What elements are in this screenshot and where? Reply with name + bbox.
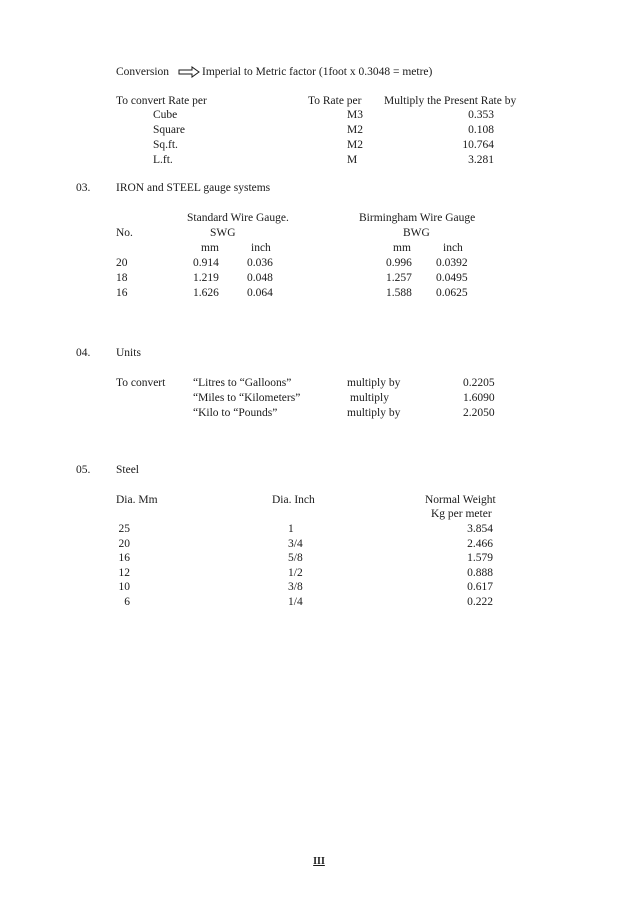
units-factor: 0.2205 — [463, 377, 495, 389]
rate-per-header: To convert Rate per — [116, 95, 207, 107]
conversion-unit: Sq.ft. — [153, 139, 178, 151]
units-op: multiply by — [347, 407, 401, 419]
steel-col-inch: Dia. Inch — [272, 494, 315, 506]
steel-weight: 0.888 — [467, 567, 493, 579]
steel-weight: 2.466 — [467, 538, 493, 550]
section-number: 04. — [76, 347, 91, 359]
steel-inch: 5/8 — [288, 552, 303, 564]
multiply-header: Multiply the Present Rate by — [384, 95, 517, 107]
swg-inch: 0.064 — [247, 287, 273, 299]
steel-col-weight-unit: Kg per meter — [431, 508, 492, 520]
steel-weight: 0.222 — [467, 596, 493, 608]
conversion-factor: 3.281 — [468, 154, 494, 166]
swg-inch-label: inch — [251, 242, 271, 254]
steel-inch: 1 — [288, 523, 294, 535]
conversion-unit: Cube — [153, 109, 178, 121]
units-op: multiply by — [347, 377, 401, 389]
swg-inch: 0.048 — [247, 272, 273, 284]
section-number: 05. — [76, 464, 91, 476]
section-number: 03. — [76, 182, 91, 194]
steel-mm: 10 — [118, 581, 130, 593]
conversion-label: Conversion — [116, 66, 170, 78]
steel-mm: 6 — [124, 596, 130, 608]
bwg-inch: 0.0392 — [436, 257, 468, 269]
bwg-mm: 1.257 — [386, 272, 412, 284]
steel-col-mm: Dia. Mm — [116, 494, 158, 506]
units-factor: 1.6090 — [463, 392, 495, 404]
swg-title: Standard Wire Gauge. — [187, 212, 289, 224]
bwg-mm: 0.996 — [386, 257, 412, 269]
steel-weight: 0.617 — [467, 581, 493, 593]
units-item: “Litres to “Galloons” — [193, 377, 292, 389]
steel-inch: 1/4 — [288, 596, 303, 608]
no-label: No. — [116, 227, 133, 239]
conversion-factor: 0.353 — [468, 109, 494, 121]
conversion-factor: 10.764 — [462, 139, 494, 151]
section-title: Steel — [116, 464, 139, 476]
gauge-no: 16 — [116, 287, 128, 299]
bwg-inch: 0.0625 — [436, 287, 468, 299]
steel-mm: 16 — [118, 552, 130, 564]
steel-inch: 1/2 — [288, 567, 303, 579]
conversion-to: M2 — [347, 139, 363, 151]
conversion-to: M — [347, 154, 358, 166]
units-factor: 2.2050 — [463, 407, 495, 419]
swg-mm-label: mm — [201, 242, 219, 254]
units-item: “Miles to “Kilometers” — [193, 392, 301, 404]
units-op: multiply — [350, 392, 389, 404]
swg-abbr: SWG — [210, 227, 236, 239]
swg-mm: 1.626 — [193, 287, 219, 299]
section-title: Units — [116, 347, 141, 359]
conversion-to: M3 — [347, 109, 363, 121]
bwg-mm: 1.588 — [386, 287, 412, 299]
bwg-abbr: BWG — [403, 227, 430, 239]
section-title: IRON and STEEL gauge systems — [116, 182, 271, 194]
conversion-unit: L.ft. — [153, 154, 173, 166]
to-rate-header: To Rate per — [308, 95, 362, 107]
swg-inch: 0.036 — [247, 257, 273, 269]
bwg-inch-label: inch — [443, 242, 463, 254]
bwg-inch: 0.0495 — [436, 272, 468, 284]
steel-weight: 1.579 — [467, 552, 493, 564]
steel-mm: 12 — [118, 567, 130, 579]
units-item: “Kilo to “Pounds” — [193, 407, 278, 419]
conversion-text: Imperial to Metric factor (1foot x 0.3048 = metre) — [202, 66, 433, 78]
conversion-factor: 0.108 — [468, 124, 494, 136]
gauge-no: 20 — [116, 257, 128, 269]
swg-mm: 0.914 — [193, 257, 219, 269]
steel-col-weight: Normal Weight — [425, 494, 496, 506]
steel-inch: 3/8 — [288, 581, 303, 593]
right-arrow-icon — [178, 66, 200, 78]
gauge-no: 18 — [116, 272, 128, 284]
swg-mm: 1.219 — [193, 272, 219, 284]
steel-inch: 3/4 — [288, 538, 303, 550]
bwg-mm-label: mm — [393, 242, 411, 254]
bwg-title: Birmingham Wire Gauge — [359, 212, 476, 224]
conversion-unit: Square — [153, 124, 185, 136]
to-convert-label: To convert — [116, 377, 166, 389]
steel-mm: 20 — [118, 538, 130, 550]
steel-mm: 25 — [118, 523, 130, 535]
conversion-to: M2 — [347, 124, 363, 136]
page-number: III — [313, 856, 325, 867]
steel-weight: 3.854 — [467, 523, 493, 535]
